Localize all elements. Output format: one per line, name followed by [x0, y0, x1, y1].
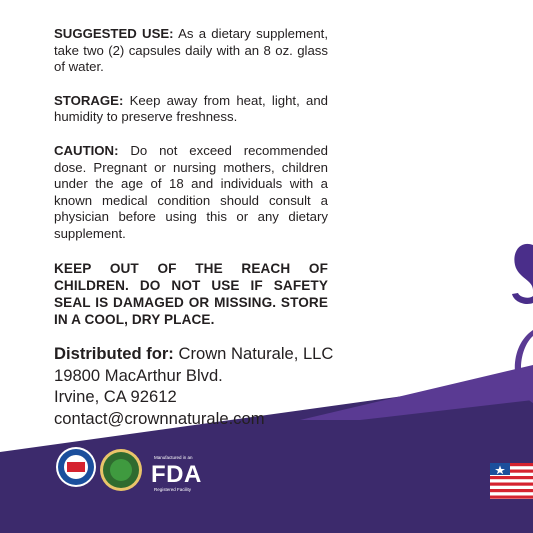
fda-top-text: Manufactured in an: [154, 455, 193, 460]
suggested-use-text: As a dietary supplement, take two (2) capsules daily with an 8 oz. glass of water.: [54, 26, 328, 75]
suggested-use-paragraph: [54, 26, 328, 76]
distributor-label: Distributed for:: [54, 344, 174, 363]
fda-bottom-text: Registered Facility: [154, 487, 192, 492]
caution-text: Do not exceed recommended dose. Pregnant or nursing mothers, children under the age of 18 and individuals with a known medical condition should consult a physician before using this or any dietary supplement.: [54, 142, 328, 241]
caution-label: CAUTION:: [54, 142, 119, 158]
suggested-use-label: SUGGESTED USE:: [54, 26, 174, 41]
fda-logo-text: FDA: [151, 461, 202, 488]
warning-text: KEEP OUT OF THE REACH OF CHILDREN. DO NOT USE IF SAFETY SEAL IS DAMAGED OR MISSING. STORE IN A COOL, DRY PLACE.: [54, 260, 328, 327]
storage-label: STORAGE:: [54, 92, 124, 108]
storage-paragraph: [54, 93, 328, 126]
american-flag-icon: [490, 463, 533, 499]
label-text-column: [54, 26, 328, 328]
usa-made-seal-icon: [56, 447, 96, 487]
address-line-1: 19800 MacArthur Blvd.: [54, 365, 223, 385]
brand-letter-fragment: [512, 244, 533, 304]
gmp-seal-icon: [100, 449, 142, 491]
storage-text: Keep away from heat, light, and humidity to preserve freshness.: [54, 92, 328, 125]
contact-email: contact@crownnaturale.com: [54, 408, 265, 428]
distributor-block: [54, 343, 333, 429]
distributor-name: Crown Naturale, LLC: [173, 344, 334, 363]
address-line-2: Irvine, CA 92612: [54, 387, 177, 407]
distributor-line: [54, 343, 333, 365]
caution-paragraph: [54, 143, 328, 243]
